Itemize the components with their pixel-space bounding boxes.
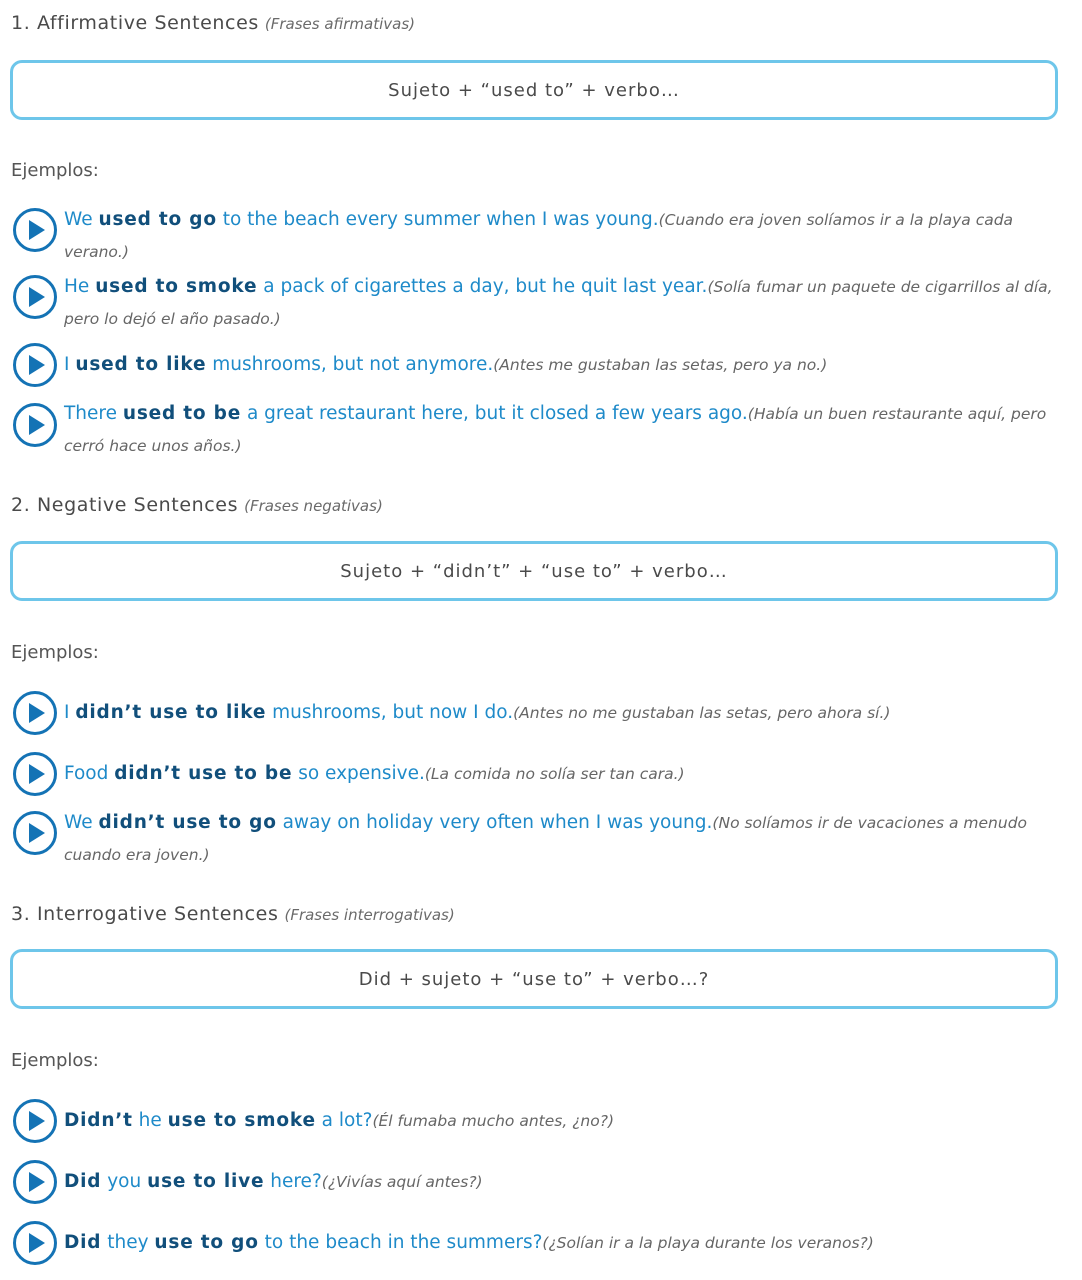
sentence-translation: (¿Solían ir a la playa durante los veranos?)	[542, 1234, 874, 1252]
section-subtitle: (Frases negativas)	[244, 497, 383, 515]
play-circle-icon	[12, 1098, 58, 1144]
section-title-text: 3. Interrogative Sentences	[11, 903, 279, 925]
play-circle-icon	[12, 274, 58, 320]
play-circle-icon	[12, 1220, 58, 1266]
example-item	[12, 807, 1062, 871]
sentence-translation: (Cuando era joven solíamos ir a la playa cada verano.)	[64, 211, 1014, 261]
example-sentence	[64, 398, 1062, 462]
example-item	[12, 204, 1062, 268]
sentence-keyword: didn’t use to like	[75, 702, 267, 723]
example-sentence	[64, 271, 1062, 335]
play-circle-icon	[12, 1159, 58, 1205]
example-item	[12, 1166, 1062, 1198]
sentence-keyword: used to smoke	[95, 276, 258, 297]
sentence-keyword: didn’t use to be	[114, 763, 293, 784]
example-item	[12, 697, 1062, 729]
section-subtitle: (Frases interrogativas)	[284, 906, 455, 924]
sentence-subject: you	[101, 1171, 148, 1192]
sentence-translation: (Solía fumar un paquete de cigarrillos al día, pero lo dejó el año pasado.)	[64, 278, 1053, 328]
play-button[interactable]	[12, 1098, 58, 1144]
play-button[interactable]	[12, 207, 58, 253]
examples-label: Ejemplos:	[11, 1050, 99, 1071]
sentence-rest: mushrooms, but now I do.	[266, 702, 514, 723]
sentence-keyword: used to go	[98, 209, 217, 230]
section-title-interrogative	[11, 903, 455, 925]
sentence-auxiliary: Didn’t	[64, 1110, 133, 1131]
example-sentence	[64, 204, 1062, 268]
section-title-text: 1. Affirmative Sentences	[11, 12, 259, 34]
sentence-start: Food	[64, 763, 115, 784]
examples-label: Ejemplos:	[11, 642, 99, 663]
sentence-translation: (No solíamos ir de vacaciones a menudo cuando era joven.)	[64, 814, 1028, 864]
sentence-translation: (La comida no solía ser tan cara.)	[424, 765, 685, 783]
play-circle-icon	[12, 810, 58, 856]
play-circle-icon	[12, 690, 58, 736]
sentence-auxiliary: Did	[64, 1171, 102, 1192]
example-item	[12, 1227, 1062, 1259]
sentence-subject: he	[132, 1110, 168, 1131]
example-sentence	[64, 697, 1062, 729]
play-button[interactable]	[12, 342, 58, 388]
sentence-start: I	[64, 354, 76, 375]
section-title-affirmative	[11, 12, 415, 34]
sentence-translation: (Antes no me gustaban las setas, pero ahora sí.)	[513, 704, 891, 722]
sentence-translation: (Él fumaba mucho antes, ¿no?)	[372, 1112, 615, 1130]
play-button[interactable]	[12, 751, 58, 797]
play-circle-icon	[12, 402, 58, 448]
formula-box-negative	[10, 541, 1058, 601]
sentence-translation: (Había un buen restaurante aquí, pero cerró hace unos años.)	[64, 405, 1047, 455]
section-title-text: 2. Negative Sentences	[11, 494, 239, 516]
play-button[interactable]	[12, 274, 58, 320]
examples-label: Ejemplos:	[11, 160, 99, 181]
sentence-rest: to the beach in the summers?	[258, 1232, 543, 1253]
formula-text: Sujeto + “used to” + verbo…	[388, 79, 680, 101]
sentence-subject: they	[101, 1232, 155, 1253]
sentence-rest: a great restaurant here, but it closed a few years ago.	[241, 403, 748, 424]
sentence-keyword: use to live	[147, 1171, 265, 1192]
sentence-rest: here?	[264, 1171, 322, 1192]
example-item	[12, 349, 1062, 381]
section-title-negative	[11, 494, 383, 516]
sentence-keyword: didn’t use to go	[98, 812, 277, 833]
sentence-keyword: used to be	[122, 403, 242, 424]
example-sentence	[64, 349, 1062, 381]
play-circle-icon	[12, 342, 58, 388]
sentence-start: He	[64, 276, 96, 297]
formula-text: Sujeto + “didn’t” + “use to” + verbo…	[340, 560, 728, 582]
sentence-keyword: use to smoke	[167, 1110, 316, 1131]
formula-text: Did + sujeto + “use to” + verbo…?	[358, 968, 710, 990]
sentence-rest: away on holiday very often when I was young.	[276, 812, 713, 833]
play-circle-icon	[12, 207, 58, 253]
sentence-translation: (¿Vivías aquí antes?)	[321, 1173, 483, 1191]
example-item	[12, 271, 1062, 335]
sentence-auxiliary: Did	[64, 1232, 102, 1253]
sentence-rest: a lot?	[315, 1110, 373, 1131]
example-sentence	[64, 1166, 1062, 1198]
play-button[interactable]	[12, 1220, 58, 1266]
example-sentence	[64, 1227, 1062, 1259]
sentence-start: We	[64, 209, 99, 230]
example-item	[12, 398, 1062, 462]
play-button[interactable]	[12, 1159, 58, 1205]
sentence-keyword: used to like	[75, 354, 207, 375]
sentence-start: There	[64, 403, 123, 424]
sentence-start: We	[64, 812, 99, 833]
example-sentence	[64, 758, 1062, 790]
sentence-rest: a pack of cigarettes a day, but he quit last year.	[257, 276, 708, 297]
play-button[interactable]	[12, 690, 58, 736]
sentence-keyword: use to go	[154, 1232, 259, 1253]
sentence-start: I	[64, 702, 76, 723]
play-circle-icon	[12, 751, 58, 797]
example-item	[12, 1105, 1062, 1137]
section-subtitle: (Frases afirmativas)	[264, 15, 415, 33]
sentence-rest: to the beach every summer when I was young.	[216, 209, 659, 230]
formula-box-affirmative	[10, 60, 1058, 120]
play-button[interactable]	[12, 402, 58, 448]
example-sentence	[64, 1105, 1062, 1137]
sentence-rest: mushrooms, but not anymore.	[206, 354, 494, 375]
example-sentence	[64, 807, 1062, 871]
example-item	[12, 758, 1062, 790]
play-button[interactable]	[12, 810, 58, 856]
sentence-rest: so expensive.	[292, 763, 425, 784]
formula-box-interrogative	[10, 949, 1058, 1009]
sentence-translation: (Antes me gustaban las setas, pero ya no.)	[493, 356, 828, 374]
